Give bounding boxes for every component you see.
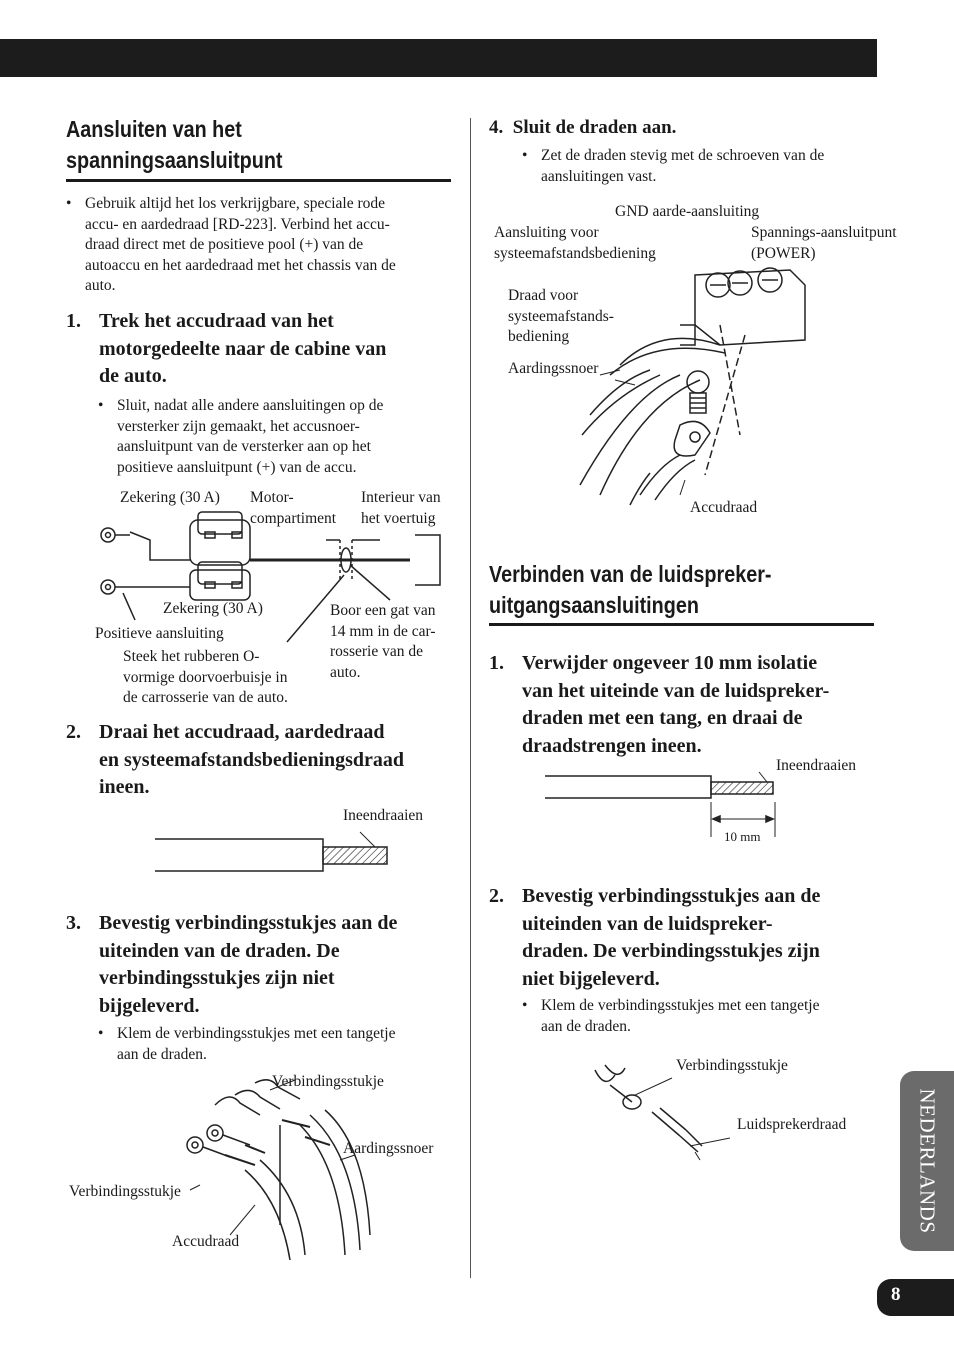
label-battery-wire: Accudraad [172,1233,240,1250]
label-fuse-top: Zekering (30 A) [120,489,220,506]
label-drill-hole: Boor een gat van 14 mm in de car- rosserie van de auto. [330,602,436,681]
label-speaker-wire: Luidsprekerdraad [737,1116,847,1133]
page-number: 8 [891,1284,901,1305]
label-10mm: 10 mm [724,829,761,844]
twisted-wire-drawing [155,830,395,880]
label-connector-right: Verbindingsstukje [676,1057,788,1074]
section-title-power-terminal: Aansluiten van het spanningsaansluitpunt [66,116,283,173]
label-battery-wire-right: Accudraad [690,499,758,516]
label-positive-terminal: Positieve aansluiting [95,625,224,642]
section-title-speaker-outputs: Verbinden van de luidspreker- uitgangsaansluitingen [489,561,772,618]
section-rule [66,179,451,182]
step-4-connect-wires: 4. Sluit de draden aan. [489,117,677,138]
label-rubber-grommet: Steek het rubberen O- vormige doorvoerbuisje in de carrosserie van de auto. [123,648,288,706]
label-fuse-bottom: Zekering (30 A) [163,600,263,617]
column-divider [470,118,471,1278]
label-connector-top: Verbindingsstukje [272,1073,384,1090]
label-remote-wire: Draad voor systeemafstands- bediening [508,287,614,345]
label-ground-wire-right: Aardingssnoer [508,360,599,377]
header-bar [0,39,877,77]
label-engine-compartment: Motor- compartiment [250,489,337,527]
label-remote-terminal: Aansluiting voor systeemafstandsbediening [494,224,656,262]
label-vehicle-interior: Interieur van het voertuig [361,489,441,527]
label-power-terminal: Spannings-aansluitpunt (POWER) [751,224,897,262]
page-number-tab [877,1279,954,1316]
label-twist: Ineendraaien [343,807,424,824]
section-rule-right [489,623,874,626]
label-connector-left: Verbindingsstukje [69,1183,181,1200]
label-twist-right: Ineendraaien [776,757,857,774]
label-ground-wire: Aardingssnoer [343,1140,434,1157]
language-tab: NEDERLANDS [900,1071,954,1251]
label-gnd-terminal: GND aarde-aansluiting [615,203,760,220]
